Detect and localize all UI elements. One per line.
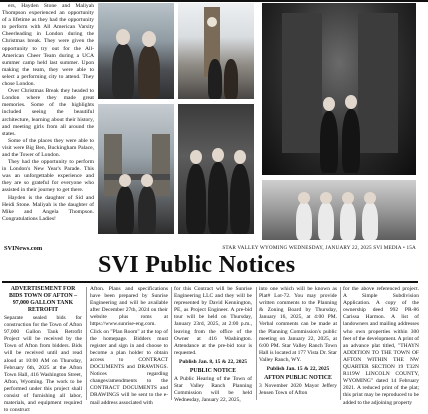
person-figure bbox=[296, 202, 312, 240]
building bbox=[358, 13, 398, 153]
notice-column-3 bbox=[174, 286, 252, 404]
notice-body: 3 November 2020 Mayor Jeffery Jensen Town of Afton bbox=[259, 383, 337, 397]
person-figure bbox=[138, 45, 160, 99]
person-head bbox=[323, 97, 335, 111]
person-head bbox=[345, 95, 357, 109]
story-paragraph: ers, Hayden Stone and Maliyah Thompson experienced an opportunity of a lifetime as they had the opportunity to perform with All American Varsity Cheerleading in London during the Christmas break. They were given the opportunity to try out for the All-American Cheer Team during a UCA summer camp held last summer. Upon making the team, they were able to select a performing city to attend. They chose London. bbox=[2, 3, 94, 88]
section-rule bbox=[2, 281, 418, 283]
bridge-deck bbox=[104, 174, 170, 180]
person-figure bbox=[230, 164, 250, 234]
person-head bbox=[116, 29, 130, 45]
story-paragraph: Over Christmas Break they headed to London where they made great memories. Some of the highlights included seeing the beautiful architecture, learning about their history, and meeting girls from all around the states. bbox=[2, 88, 94, 137]
person-head bbox=[298, 192, 310, 204]
photo-night-palace bbox=[262, 3, 416, 175]
column-divider bbox=[256, 287, 257, 400]
top-rule bbox=[0, 0, 428, 2]
publish-dates: Publish Jan. 15 & 22, 2025 bbox=[266, 366, 330, 373]
notice-body: Afton. Plans and specifications have been prepared by Sunrise Engineering and will be available after December 27th, 2024 on their website plus roms at https://www.sunrise-eng.com. Click on "Plan Room" at the top of the homepage. Bidders must register and sign in and choose to become a plan holder to obtain access to CONTRACT DOCUMENTS and DRAWINGS. Notices regarding changes/amendments to the CONTRACT DOCUMENTS and DRAWINGS will be sent to the e-mail address associated with bbox=[90, 286, 168, 406]
section-title: SVI Public Notices bbox=[98, 252, 296, 278]
column-divider bbox=[86, 287, 87, 400]
story-article bbox=[2, 3, 94, 239]
person-head bbox=[142, 31, 156, 47]
story-paragraph: Hayden is the daughter of Sid and Heidi Stone. Maliyah is the daughter of Mike and Angela Thompson. Congratulations Ladies! bbox=[2, 194, 94, 222]
person-head bbox=[342, 192, 354, 204]
person-head bbox=[190, 150, 202, 164]
notice-column-1 bbox=[4, 286, 82, 414]
bridge-tower bbox=[104, 134, 122, 196]
person-head bbox=[234, 150, 246, 164]
person-figure bbox=[340, 202, 356, 240]
person-figure bbox=[186, 164, 206, 234]
photo-group-indoors bbox=[178, 104, 254, 234]
person-figure bbox=[318, 202, 334, 240]
publish-dates: Publish Jan. 8, 15 & 22, 2025 bbox=[179, 358, 247, 365]
notice-body: A Public Hearing of the Town of Star Valley Ranch Planning Commission will be held Wednesday, January 22, 2025, bbox=[174, 376, 252, 404]
person-figure bbox=[116, 186, 134, 234]
person-figure bbox=[320, 111, 338, 173]
notice-body: Separate sealed bids for construction for the Town of Afton 97,000 Gallon Tank Retrofit Project will be received by the Town of Afton from bidders. Bids will be received until and read aloud at 10:00 AM on Thursday, February 6th, 2025 at the Afton Town Hall, 416 Washington Street, Afton, Wyoming. The work to be performed under this project shall consist of furnishing all labor, materials, and equipment required to construct bbox=[4, 315, 82, 414]
bridge-tower bbox=[152, 134, 170, 196]
photo-tower-bridge bbox=[98, 104, 174, 234]
notice-body: for the above referenced project. A Simple Subdivision Application. A copy of the ownership deed 992 PR-86 Carissa Harmon. A list of landowners and mailing addresses who own properties within 300 feet of the development. A print of an advance plat titled, "THAYN ADDITION TO THE TOWN OF AFTON WITHIN THE NW QUARTER SECTION 19 T32N R119W LINCOLN COUNTY, WYOMING" dated 14 February 2021. A reduced print of the plat; this print may be reproduced to be added to the adjoining property bbox=[343, 286, 419, 406]
photo-cheer-group bbox=[262, 180, 416, 240]
person-figure bbox=[342, 109, 360, 173]
person-figure bbox=[362, 202, 378, 240]
notice-heading: ADVERTISEMENT FOR BIDS TOWN OF AFTON – 97,000 GALLON TANK RETROFIT bbox=[8, 286, 78, 313]
person-figure bbox=[208, 59, 222, 99]
notice-column-5 bbox=[343, 286, 419, 406]
photo-big-ben bbox=[178, 3, 254, 99]
site-url: SVINews.com bbox=[4, 245, 43, 252]
building bbox=[282, 13, 322, 153]
person-figure bbox=[208, 162, 228, 234]
clock-face bbox=[207, 17, 217, 27]
notice-heading: AFTON PUBLIC NOTICE bbox=[264, 375, 332, 382]
notice-body: for this Contract will be Sunrise Engineering LLC and they will be represented by David Kennington, PE, as Project Engineer. A pre-bid tour will be held on Thursday, January 23rd, 2025, at 2:00 p.m., leaving from the office of the Owner at 416 Washington. Attendance at the pre-bid tour is requested. bbox=[174, 286, 252, 356]
person-figure bbox=[138, 186, 156, 234]
notice-heading: PUBLIC NOTICE bbox=[189, 368, 237, 375]
person-head bbox=[320, 192, 332, 204]
page-folio: STAR VALLEY WYOMING WEDNESDAY, JANUARY 22, 2025 SVI MEDIA • 15A bbox=[222, 245, 416, 251]
notice-body: into one which will be known as Plat# Lot-72. You may provide written comments to the Planning & Zoning Board by Thursday, January 16, 2025, at 4:00 PM. Verbal comments can be made at the Planning Commission's public meeting on January 22, 2025, at 6:00 PM. Star Valley Ranch Town Hall is located at 177 Vista Dr. Star Valley Ranch, WY. bbox=[259, 286, 337, 363]
person-head bbox=[212, 148, 224, 162]
story-paragraph: Some of the places they were able to visit were Big Ben, Buckingham Palace, and the Tower of London. bbox=[2, 137, 94, 158]
column-divider bbox=[171, 287, 172, 400]
person-head bbox=[119, 174, 131, 187]
person-head bbox=[141, 174, 153, 187]
person-head bbox=[364, 192, 376, 204]
column-divider bbox=[340, 287, 341, 400]
person-figure bbox=[112, 43, 134, 99]
person-figure bbox=[224, 59, 238, 99]
notice-column-2 bbox=[90, 286, 168, 406]
photo-two-girls-landmark bbox=[98, 3, 174, 99]
notice-column-4 bbox=[259, 286, 337, 400]
story-paragraph: They had the opportunity to perform in London's New Year's Parade. This was an unforgettable experience and they are so grateful for everyone who assisted in their journey to get there. bbox=[2, 159, 94, 194]
